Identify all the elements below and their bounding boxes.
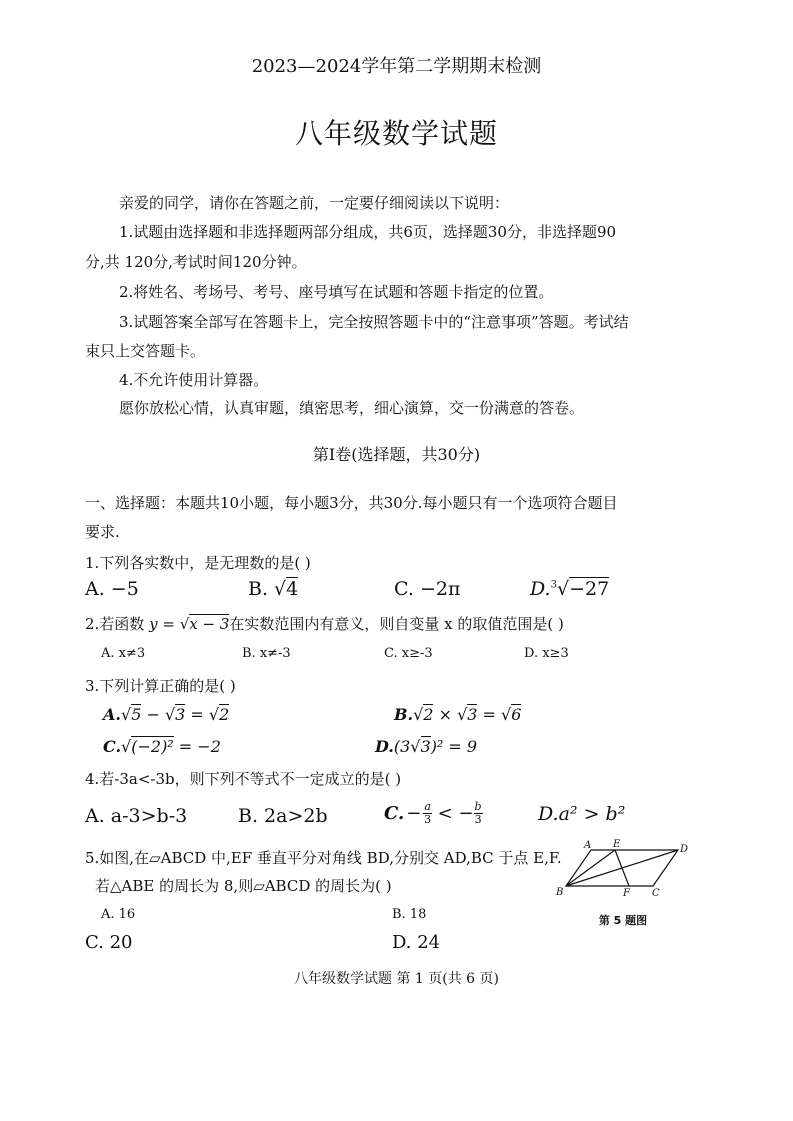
q4-option-c [384,801,483,826]
q2-function-y: y = [149,615,180,633]
q3-b-radicand-2: 3 [467,705,478,724]
q3-b-operator: × [433,705,458,724]
figure-caption: 第 5 题图 [598,914,648,927]
q4-c-numerator-1: a [424,800,431,813]
instruction-item-2: 2.将姓名、考场号、考号、座号填写在试题和答题卡指定的位置。 [119,283,554,301]
q4-option-b: B. 2a>2b [238,805,328,827]
label-a: A [584,840,592,851]
q3-a-radicand-1: 5 [131,705,142,724]
segment-be [566,850,615,886]
q3-b-radicand-1: 2 [423,705,434,724]
q3-option-d [375,737,477,756]
sqrt-symbol: √ [208,705,220,724]
instruction-item-4: 4.不允许使用计算器。 [119,371,269,389]
segment-ef [615,850,629,886]
q3-option-a [103,705,229,724]
parallelogram-diagram [553,838,693,938]
q4-c-fraction-1 [423,801,432,826]
q3-b-radicand-3: 6 [511,705,522,724]
label-d: D [680,844,689,855]
sqrt-symbol: √ [501,705,512,724]
q3-a-operator: − [141,705,165,724]
q1-option-d-label: D. [530,578,551,600]
q2-option-c: C. x≥-3 [384,646,433,661]
q1-option-d-radicand: −27 [569,578,610,600]
q4-option-a: A. a-3>b-3 [85,805,188,827]
sqrt-symbol: √ [556,578,570,600]
instruction-item-3: 3.试题答案全部写在答题卡上，完全按照答题卡中的“注意事项”答题。考试结 [119,313,629,331]
instructions-wish: 愿你放松心情，认真审题，缜密思考，细心演算，交一份满意的答卷。 [119,399,585,417]
instruction-item-3-cont: 束只上交答题卡。 [85,342,206,360]
sqrt-symbol: √ [164,705,176,724]
sqrt-symbol: √ [274,578,287,600]
sqrt-symbol: √ [179,615,190,633]
section-description: 一、选择题：本题共10小题，每小题3分，共30分.每小题只有一个选项符合题目 [85,494,618,512]
sqrt-symbol: √ [457,705,468,724]
q4-c-denominator-1: 3 [424,813,432,826]
instructions-intro: 亲爱的同学，请你在答题之前，一定要仔细阅读以下说明： [119,194,510,212]
instruction-item-1-cont: 分,共 120分,考试时间120分钟。 [85,253,307,271]
q1-option-b [248,578,298,600]
q1-option-b-radicand: 4 [286,578,299,600]
q1-option-b-label: B. [248,578,275,600]
q4-c-fraction-2 [474,801,483,826]
q2-option-b: B. x≠-3 [242,646,291,661]
q3-c-radicand: (−2)² [131,737,174,756]
q2-stem [85,614,564,634]
exam-title: 八年级数学试题 [294,117,498,150]
q3-d-close: )² = 9 [430,737,478,756]
q3-option-a-label: A. [103,705,121,724]
q2-option-a: A. x≠3 [101,646,146,661]
q5-stem: 5.如图,在▱ABCD 中,EF 垂直平分对角线 BD,分别交 AD,BC 于点 E,F. [85,849,562,867]
page-footer: 八年级数学试题 第 1 页(共 6 页) [294,971,499,987]
section-title: 第Ⅰ卷(选择题，共30分) [312,445,481,464]
q5-option-b: B. 18 [392,907,427,922]
q3-option-b [394,705,521,724]
label-f: F [623,888,630,899]
instruction-item-1: 1.试题由选择题和非选择题两部分组成，共6页，选择题30分，非选择题90 [119,223,617,241]
q2-radicand: x − 3 [189,615,230,633]
sqrt-symbol: √ [121,737,132,756]
q4-c-less-than: < − [431,803,474,824]
q1-option-a: A. −5 [85,578,139,600]
sqrt-symbol: √ [410,737,421,756]
q2-stem-suffix: 在实数范围内有意义，则自变量 x 的取值范围是( ) [229,615,564,633]
q5-option-d: D. 24 [392,932,441,953]
q3-option-c [103,737,221,756]
q3-c-equals: = −2 [173,737,221,756]
q5-option-c: C. 20 [85,932,133,953]
label-c: C [652,888,660,899]
q3-option-b-label: B. [394,705,414,724]
q4-c-denominator-2: 3 [474,813,482,826]
q2-option-d: D. x≥3 [524,646,569,661]
q1-option-d-root-index: 3 [550,579,557,591]
q4-option-c-label: C. [384,803,405,824]
q5-figure [553,838,693,938]
q1-option-c: C. −2π [394,578,461,600]
q4-stem: 4.若-3a<-3b，则下列不等式不一定成立的是( ) [85,770,402,788]
label-b: B [556,887,564,898]
q3-d-radicand: 3 [420,737,431,756]
q4-c-numerator-2: b [474,800,482,813]
q1-stem: 1.下列各实数中，是无理数的是( ) [85,554,311,572]
q4-option-d: D.a² > b² [538,803,626,825]
exam-subtitle: 2023—2024学年第二学期期末检测 [251,56,542,77]
q3-option-c-label: C. [103,737,122,756]
label-e: E [613,839,621,850]
section-description-cont: 要求. [85,523,120,541]
q4-c-minus: − [406,803,422,824]
q3-a-radicand-2: 3 [175,705,186,724]
q5-option-a: A. 16 [101,907,136,922]
q1-option-d [530,578,609,600]
q5-stem-cont: 若△ABE 的周长为 8,则▱ABCD 的周长为( ) [95,877,392,895]
q3-option-d-label: D. [375,737,394,756]
q3-a-equals: = [185,705,209,724]
sqrt-symbol: √ [413,705,424,724]
q2-stem-prefix: 2.若函数 [85,615,150,633]
q3-a-radicand-3: 2 [219,705,230,724]
sqrt-symbol: √ [120,705,132,724]
q3-stem: 3.下列计算正确的是( ) [85,677,236,695]
q3-b-equals: = [477,705,502,724]
q3-d-open: (3 [393,737,411,756]
